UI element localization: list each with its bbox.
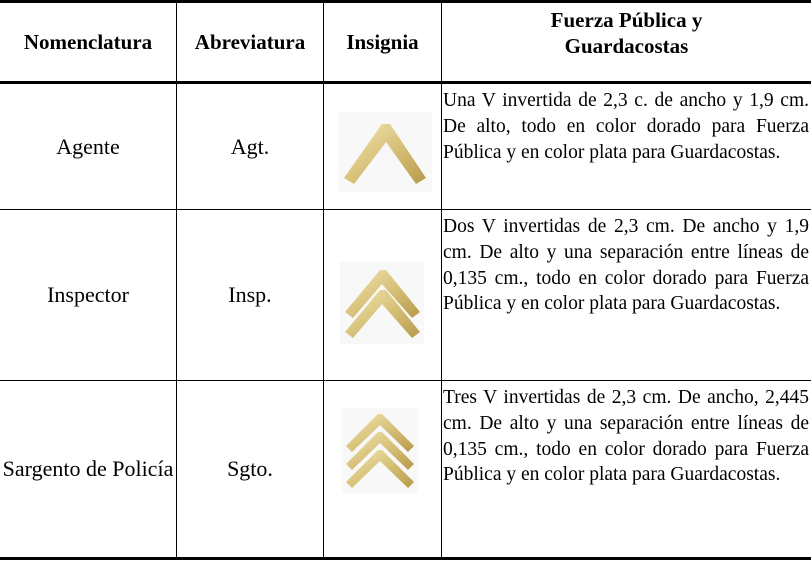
row-2-abreviatura xyxy=(177,210,323,380)
row-1-description xyxy=(443,88,809,165)
row-3-nomenclatura-text: Sargento de Policía xyxy=(2,456,174,481)
row-3-description-text: Tres V invertidas de 2,3 cm. De ancho, 2,445 cm. De alto y una separación entre líneas de 0,135 cm., todo en color dorado para Fuerza Pública y en color plata para Guardacostas. xyxy=(443,387,809,486)
row-3-nomenclatura xyxy=(0,381,176,557)
column-divider-3 xyxy=(441,0,442,560)
row-3-abreviatura xyxy=(177,381,323,557)
row-3-abreviatura-text: Sgto. xyxy=(227,456,273,481)
column-divider-2 xyxy=(323,0,324,560)
row-2-description-text: Dos V invertidas de 2,3 cm. De ancho y 1,9 cm. De alto y una separación entre líneas de 0,135 cm., todo en color dorado para Fuerza Pública y en color plata para Guardacostas. xyxy=(443,216,809,315)
gold-chevron-single-icon xyxy=(338,112,432,192)
row-1-abreviatura-text: Agt. xyxy=(230,133,270,159)
row-2-nomenclatura-text: Inspector xyxy=(47,282,129,307)
header-fuerza xyxy=(442,3,811,81)
gold-chevron-triple-icon xyxy=(342,408,418,494)
header-fuerza-label: Fuerza Pública y Guardacostas xyxy=(550,8,703,58)
row-2-description xyxy=(443,214,809,317)
row-2-nomenclatura xyxy=(0,210,176,380)
row-1-abreviatura xyxy=(177,84,323,209)
gold-chevron-double-icon xyxy=(340,262,424,344)
table-bottom-border xyxy=(0,557,811,560)
header-nomenclatura-label: Nomenclatura xyxy=(23,30,153,54)
row-1-nomenclatura xyxy=(0,84,176,209)
header-abreviatura xyxy=(177,3,323,81)
row-3-description xyxy=(443,385,809,488)
row-1-description-text: Una V invertida de 2,3 c. de ancho y 1,9 cm. De alto, todo en color dorado para Fuerza Pública y en color plata para Guardacostas. xyxy=(443,90,809,163)
row-1-nomenclatura-text: Agente xyxy=(56,133,120,159)
header-insignia xyxy=(324,3,441,81)
row-2-abreviatura-text: Insp. xyxy=(228,282,272,307)
header-insignia-label: Insignia xyxy=(346,30,419,54)
header-nomenclatura xyxy=(0,3,176,81)
header-abreviatura-label: Abreviatura xyxy=(194,30,306,54)
